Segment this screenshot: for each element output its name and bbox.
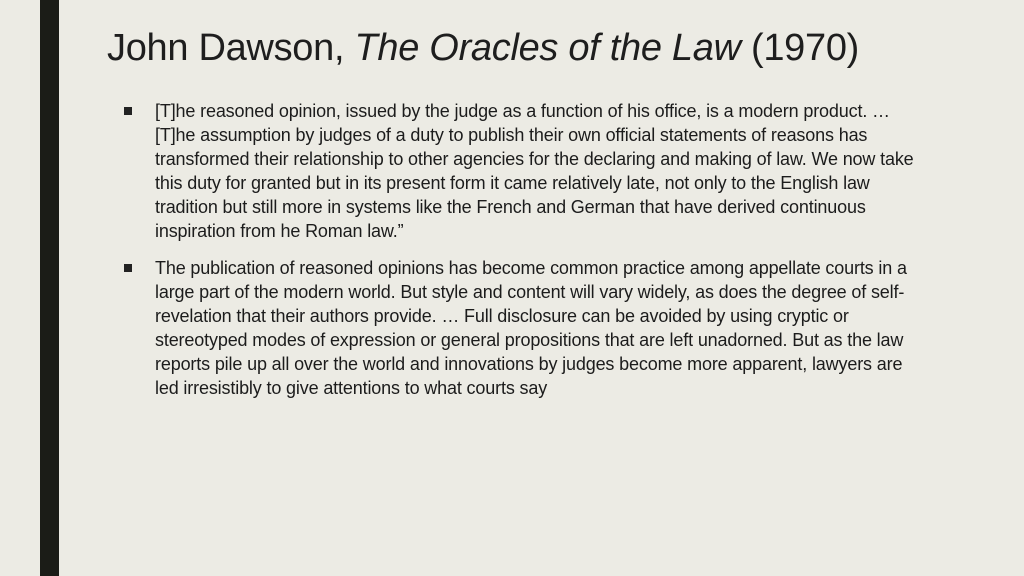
left-accent-bar [40, 0, 59, 576]
square-bullet-icon [124, 99, 155, 123]
bullet-text: The publication of reasoned opinions has become common practice among appellate courts in a large part of the modern world. But style and content will vary widely, as does the degree of self-revelation that their authors provide. … Full disclosure can be avoided by using cryptic or stereotyped modes of expression or general propositions that are left unadorned. But as the law reports pile up all over the world and innovations by judges become more apparent, lawyers are led irresistibly to give attentions to what courts say [155, 258, 907, 398]
title-author: John Dawson, [107, 27, 355, 69]
bullet-text: [T]he reasoned opinion, issued by the judge as a function of his office, is a modern product. … [T]he assumption by judges of a duty to publish their own official statements of reasons has transformed their relationship to other agencies for the declaring and making of law. We now take this duty for granted but in its present form it came relatively late, not only to the English law tradition but still more in systems like the French and German that have derived continuous inspiration from he Roman law.” [155, 101, 914, 241]
slide-title [107, 24, 859, 72]
bullet-item [124, 99, 914, 243]
square-bullet-icon [124, 256, 155, 280]
title-work: The Oracles of the Law [354, 27, 741, 69]
bullet-list [124, 99, 914, 413]
title-year: (1970) [740, 27, 860, 69]
bullet-item [124, 256, 914, 400]
